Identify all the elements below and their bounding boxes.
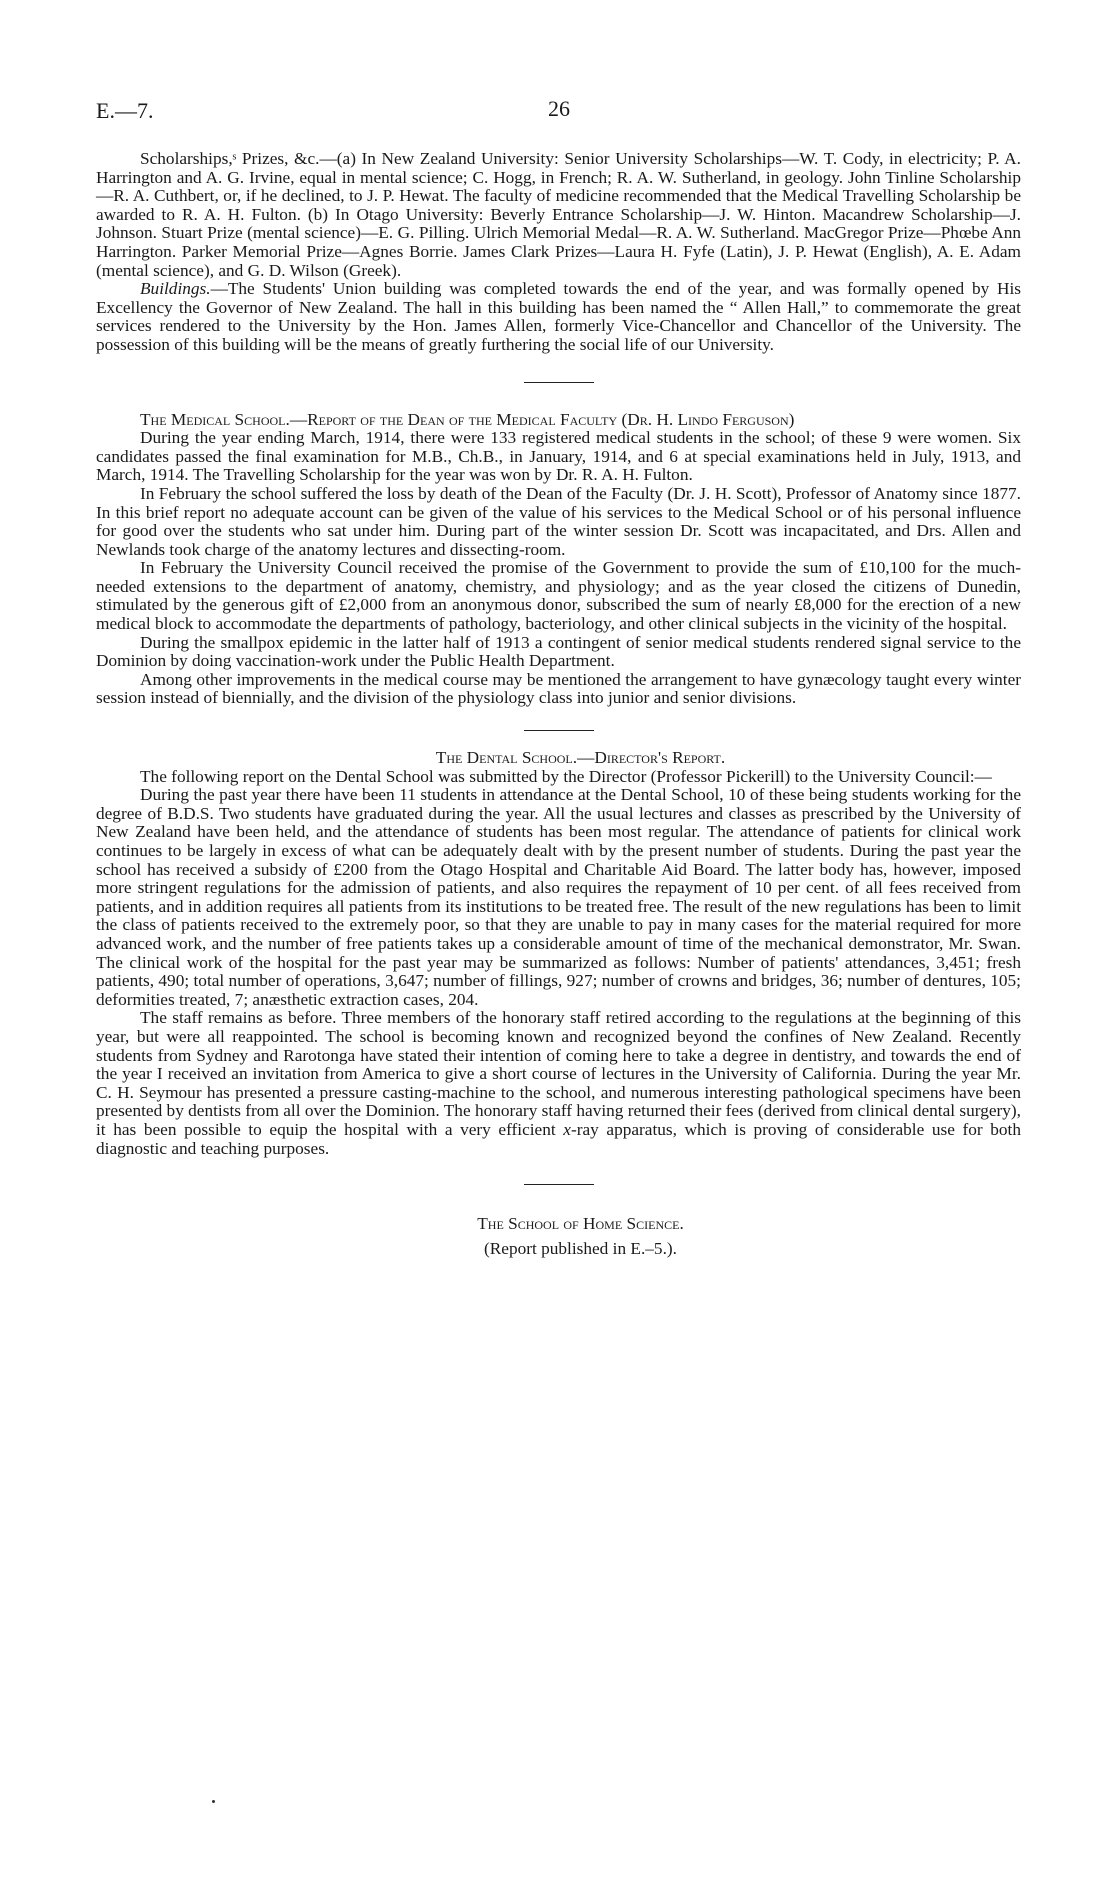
buildings-text: —The Students' Union building was completed towards the end of the year, and was formally opened by His Excellency the Governor of New Zealand. The hall in this building has been named the “ Allen Hall,” to commemorate the great services rendered to the University by the Hon. James Allen, formerly Vice-Chancellor and Chancellor of the University. The possession of this building will be the means of greatly furthering the social life of our University.: [96, 279, 1021, 354]
dental-text: -ray apparatus, which is proving of considerable use for both diagnostic and teaching purposes.: [96, 1119, 1021, 1158]
medical-paragraph: In February the school suffered the loss by death of the Dean of the Faculty (Dr. J. H. Scott), Professor of Anatomy since 1877. In this brief report no adequate account can be given of the value of his services to the Medical School or of his personal influence for good over the students who sat under him. During part of the winter session Dr. Scott was incapacitated, and Drs. Allen and Newlands took charge of the anatomy lectures and dissecting-room.: [96, 483, 1021, 559]
document-body: [96, 150, 1021, 1261]
medical-paragraph: In February the University Council received the promise of the Government to provide the sum of £10,100 for the much-needed extensions to the department of anatomy, chemistry, and physiology; and as the year closed the citizens of Dunedin, stimulated by the generous gift of £2,000 from an anonymous donor, subscribed the sum of nearly £8,000 for the erection of a new medical block to accommodate the departments of pathology, bacteriology, and other clinical subjects in the vicinity of the hospital.: [96, 558, 1021, 634]
dental-paragraph: [96, 1009, 1021, 1158]
document-code: E.—7.: [96, 98, 154, 123]
buildings-label: Buildings.: [140, 279, 211, 299]
dental-school-heading: The Dental School.—Director's Report.: [435, 748, 726, 768]
xray-variable: x: [563, 1119, 571, 1139]
dental-paragraph: During the past year there have been 11 students in attendance at the Dental School, 10 of these being students working for the degree of B.D.S. Two students have graduated during the year. All the usual lectures and classes as prescribed by the University of New Zealand have been held, and the attendance of students has been most regular. The attendance of patients for clinical work continues to be largely in excess of what can be adequately dealt with by the present number of students. During the past year the school has received a subsidy of £200 from the Otago Hospital and Charitable Aid Board. The latter body has, however, imposed more stringent regulations for the admission of patients, and also requires the repayment of 10 per cent. of all fees received from patients, and in addition requires all patients from its institutions to be treated free. The result of the new regulations has been to limit the class of patients received to the extremely poor, so that they are unable to pay in many cases for the material required for more advanced work, and the number of free patients takes up a considerable amount of time of the mechanical demonstrator, Mr. Swan. The clinical work of the hospital for the past year may be summarized as follows: Number of patients' attendances, 3,451; fresh patients, 490; total number of operations, 3,647; number of fillings, 927; number of crowns and bridges, 36; number of dentures, 105; deformities treated, 7; anæsthetic extraction cases, 204.: [96, 785, 1021, 1009]
section-divider: [524, 382, 594, 383]
home-science-note: (Report published in E.–5.).: [484, 1239, 677, 1259]
dental-text: The staff remains as before. Three members of the honorary staff retired according to the regulations at the beginning of this year, but were all reappointed. The school is becoming known and recognized beyond the confines of New Zealand. Recently students from Sydney and Rarotonga have stated their intention of coming here to take a degree in dentistry, and towards the end of the year I received an invitation from America to give a short course of lectures in the University of California. During the year Mr. C. H. Seymour has presented a pressure casting-machine to the school, and numerous interesting pathological specimens have been presented by dentists from all over the Dominion. The honorary staff having returned their fees (derived from clinical dental surgery), it has been possible to equip the hospital with a very efficient: [96, 1008, 1021, 1139]
scholarships-paragraph: Scholarships,ˢ Prizes, &c.—(a) In New Zealand University: Senior University Scholarships—W. T. Cody, in electricity; P. A. Harrington and A. G. Irvine, equal in mental science; C. Hogg, in French; R. A. W. Sutherland, in geology. John Tinline Scholarship—R. A. Cuthbert, or, if he declined, to J. P. Hewat. The faculty of medicine recommended that the Medical Travelling Scholarship be awarded to R. A. H. Fulton. (b) In Otago University: Beverly Entrance Scholarship—J. W. Hinton. Macandrew Scholarship—J. Johnson. Stuart Prize (mental science)—E. G. Pilling. Ulrich Memorial Medal—R. A. W. Sutherland. MacGregor Prize—Phœbe Ann Harrington. Parker Memorial Prize—Agnes Borrie. James Clark Prizes—Laura H. Fyfe (Latin), J. P. Hewat (English), A. E. Adam (mental science), and G. D. Wilson (Greek).: [96, 149, 1021, 280]
medical-paragraph: During the year ending March, 1914, there were 133 registered medical students in the school; of these 9 were women. Six candidates passed the final examination for M.B., Ch.B., in January, 1914, and 6 at special examinations held in July, 1913, and March, 1914. The Travelling Scholarship for the year was won by Dr. R. A. H. Fulton.: [96, 428, 1021, 485]
ink-mark: [212, 1800, 215, 1803]
dental-intro-paragraph: The following report on the Dental School was submitted by the Director (Professor Pickerill) to the University Council:—: [140, 766, 992, 786]
medical-paragraph: During the smallpox epidemic in the latter half of 1913 a contingent of senior medical students rendered signal service to the Dominion by doing vaccination-work under the Public Health Department.: [96, 632, 1021, 671]
section-divider: [524, 1184, 594, 1185]
medical-school-heading: The Medical School.—Report of the Dean of the Medical Faculty (Dr. H. Lindo Ferguson): [140, 409, 795, 429]
buildings-paragraph: [96, 280, 1021, 354]
section-divider: [524, 730, 594, 731]
medical-paragraph: Among other improvements in the medical course may be mentioned the arrangement to have gynæcology taught every winter session instead of biennially, and the division of the physiology class into junior and senior divisions.: [96, 669, 1021, 708]
page-number: 26: [548, 96, 570, 121]
home-science-heading: The School of Home Science.: [477, 1214, 684, 1234]
